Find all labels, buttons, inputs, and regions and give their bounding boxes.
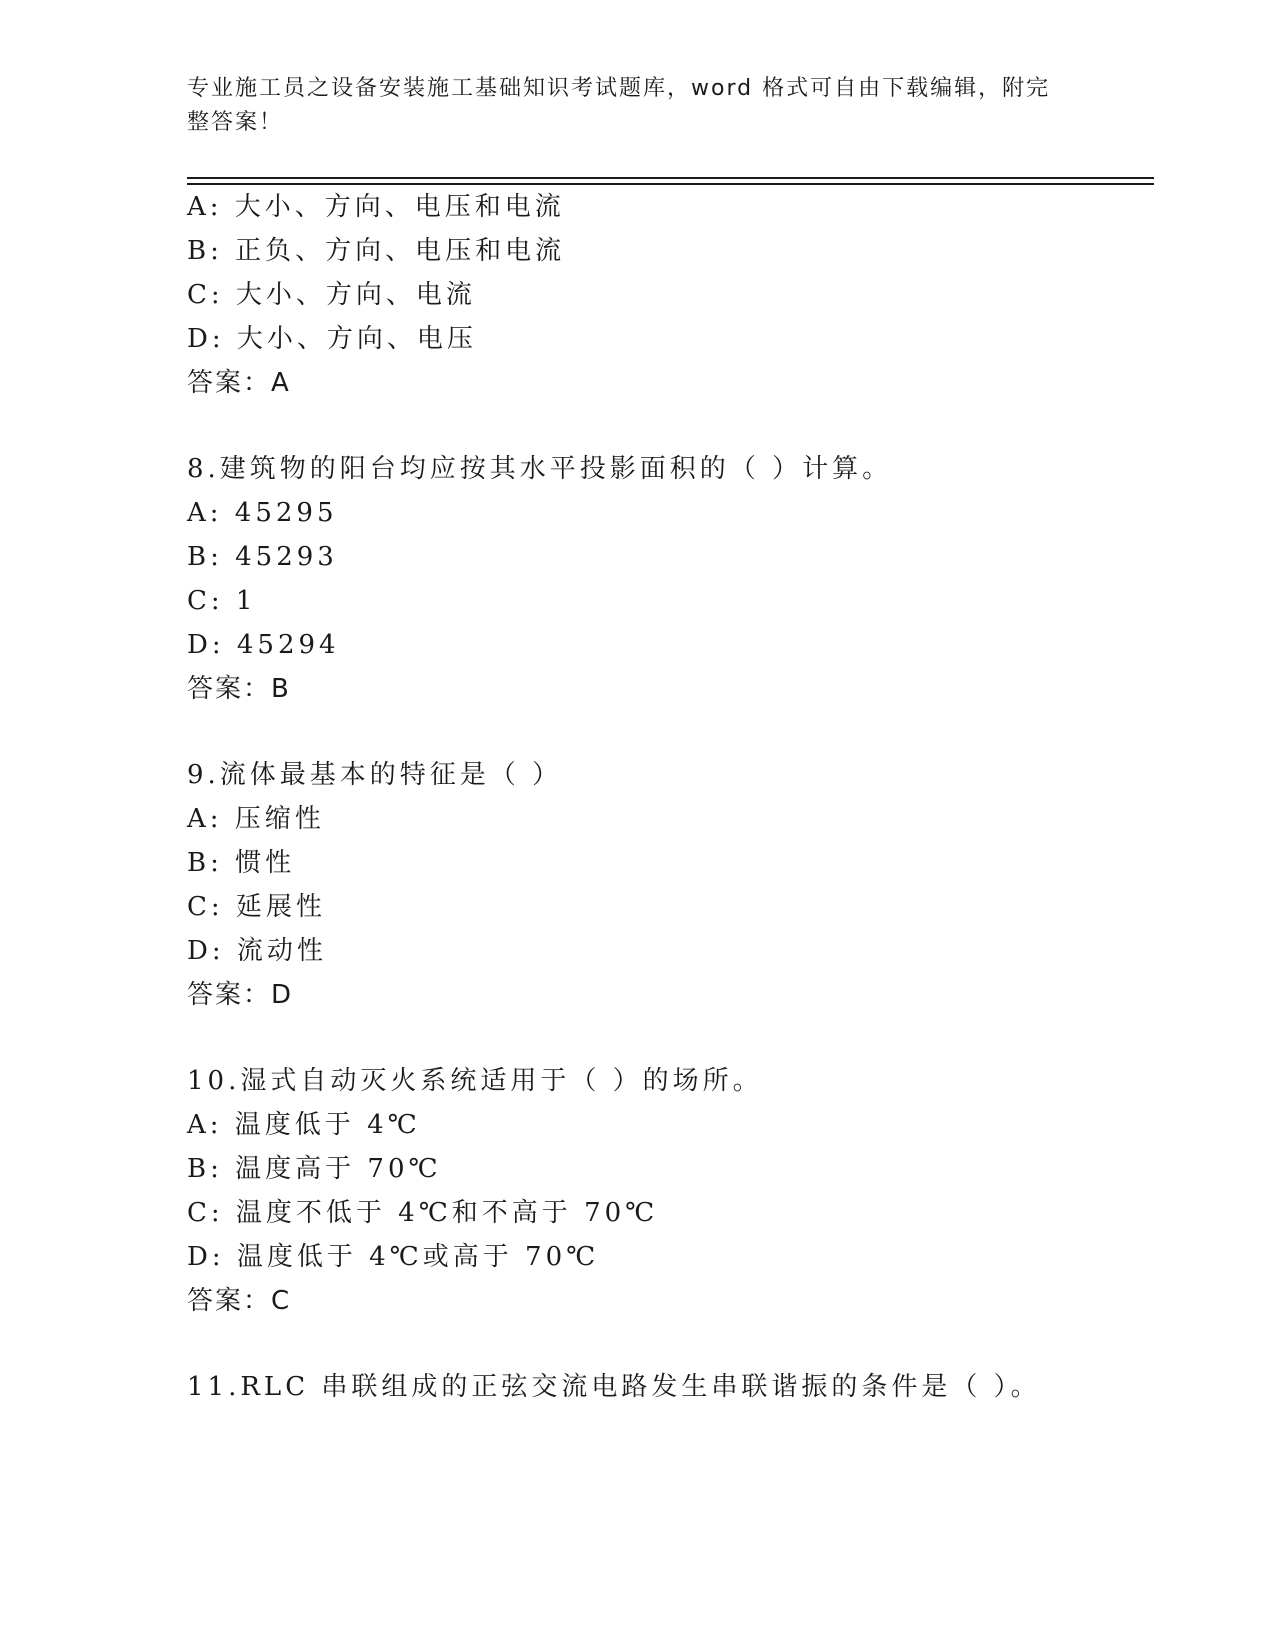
q7-option-c: C: 大小、方向、电流	[187, 280, 476, 310]
q8-answer: 答案：B	[187, 674, 291, 704]
q9-stem: 9.流体最基本的特征是（ ）	[187, 760, 563, 790]
q7-answer: 答案：A	[187, 368, 291, 398]
q9-answer: 答案：D	[187, 980, 294, 1010]
q8-option-b: B: 45293	[187, 542, 338, 572]
q8-option-c: C: 1	[187, 586, 257, 616]
q10-stem: 10.湿式自动灭火系统适用于（ ）的场所。	[187, 1066, 763, 1096]
q10-answer: 答案：C	[187, 1286, 292, 1316]
q10-option-b: B: 温度高于 70℃	[187, 1154, 442, 1184]
q7-option-b: B: 正负、方向、电压和电流	[187, 236, 566, 266]
header-title-line-1: 专业施工员之设备安装施工基础知识考试题库，word 格式可自由下载编辑，附完	[187, 76, 1051, 101]
header-divider-bottom	[187, 183, 1154, 185]
q10-option-d: D: 温度低于 4℃或高于 70℃	[187, 1242, 600, 1272]
q10-option-c: C: 温度不低于 4℃和不高于 70℃	[187, 1198, 659, 1228]
header-divider-top	[187, 177, 1154, 179]
q8-option-a: A: 45295	[187, 498, 338, 528]
q7-option-a: A: 大小、方向、电压和电流	[187, 192, 565, 222]
q10-option-a: A: 温度低于 4℃	[187, 1110, 421, 1140]
q9-option-b: B: 惯性	[187, 848, 296, 878]
q9-option-c: C: 延展性	[187, 892, 326, 922]
q9-option-d: D: 流动性	[187, 936, 327, 966]
q7-option-d: D: 大小、方向、电压	[187, 324, 477, 354]
q8-stem: 8.建筑物的阳台均应按其水平投影面积的（ ）计算。	[187, 454, 893, 484]
q9-option-a: A: 压缩性	[187, 804, 325, 834]
q11-stem: 11.RLC 串联组成的正弦交流电路发生串联谐振的条件是（ ）。	[187, 1372, 1041, 1402]
q8-option-d: D: 45294	[187, 630, 340, 660]
header-title-line-2: 整答案！	[187, 110, 284, 135]
document-header	[187, 72, 1087, 140]
